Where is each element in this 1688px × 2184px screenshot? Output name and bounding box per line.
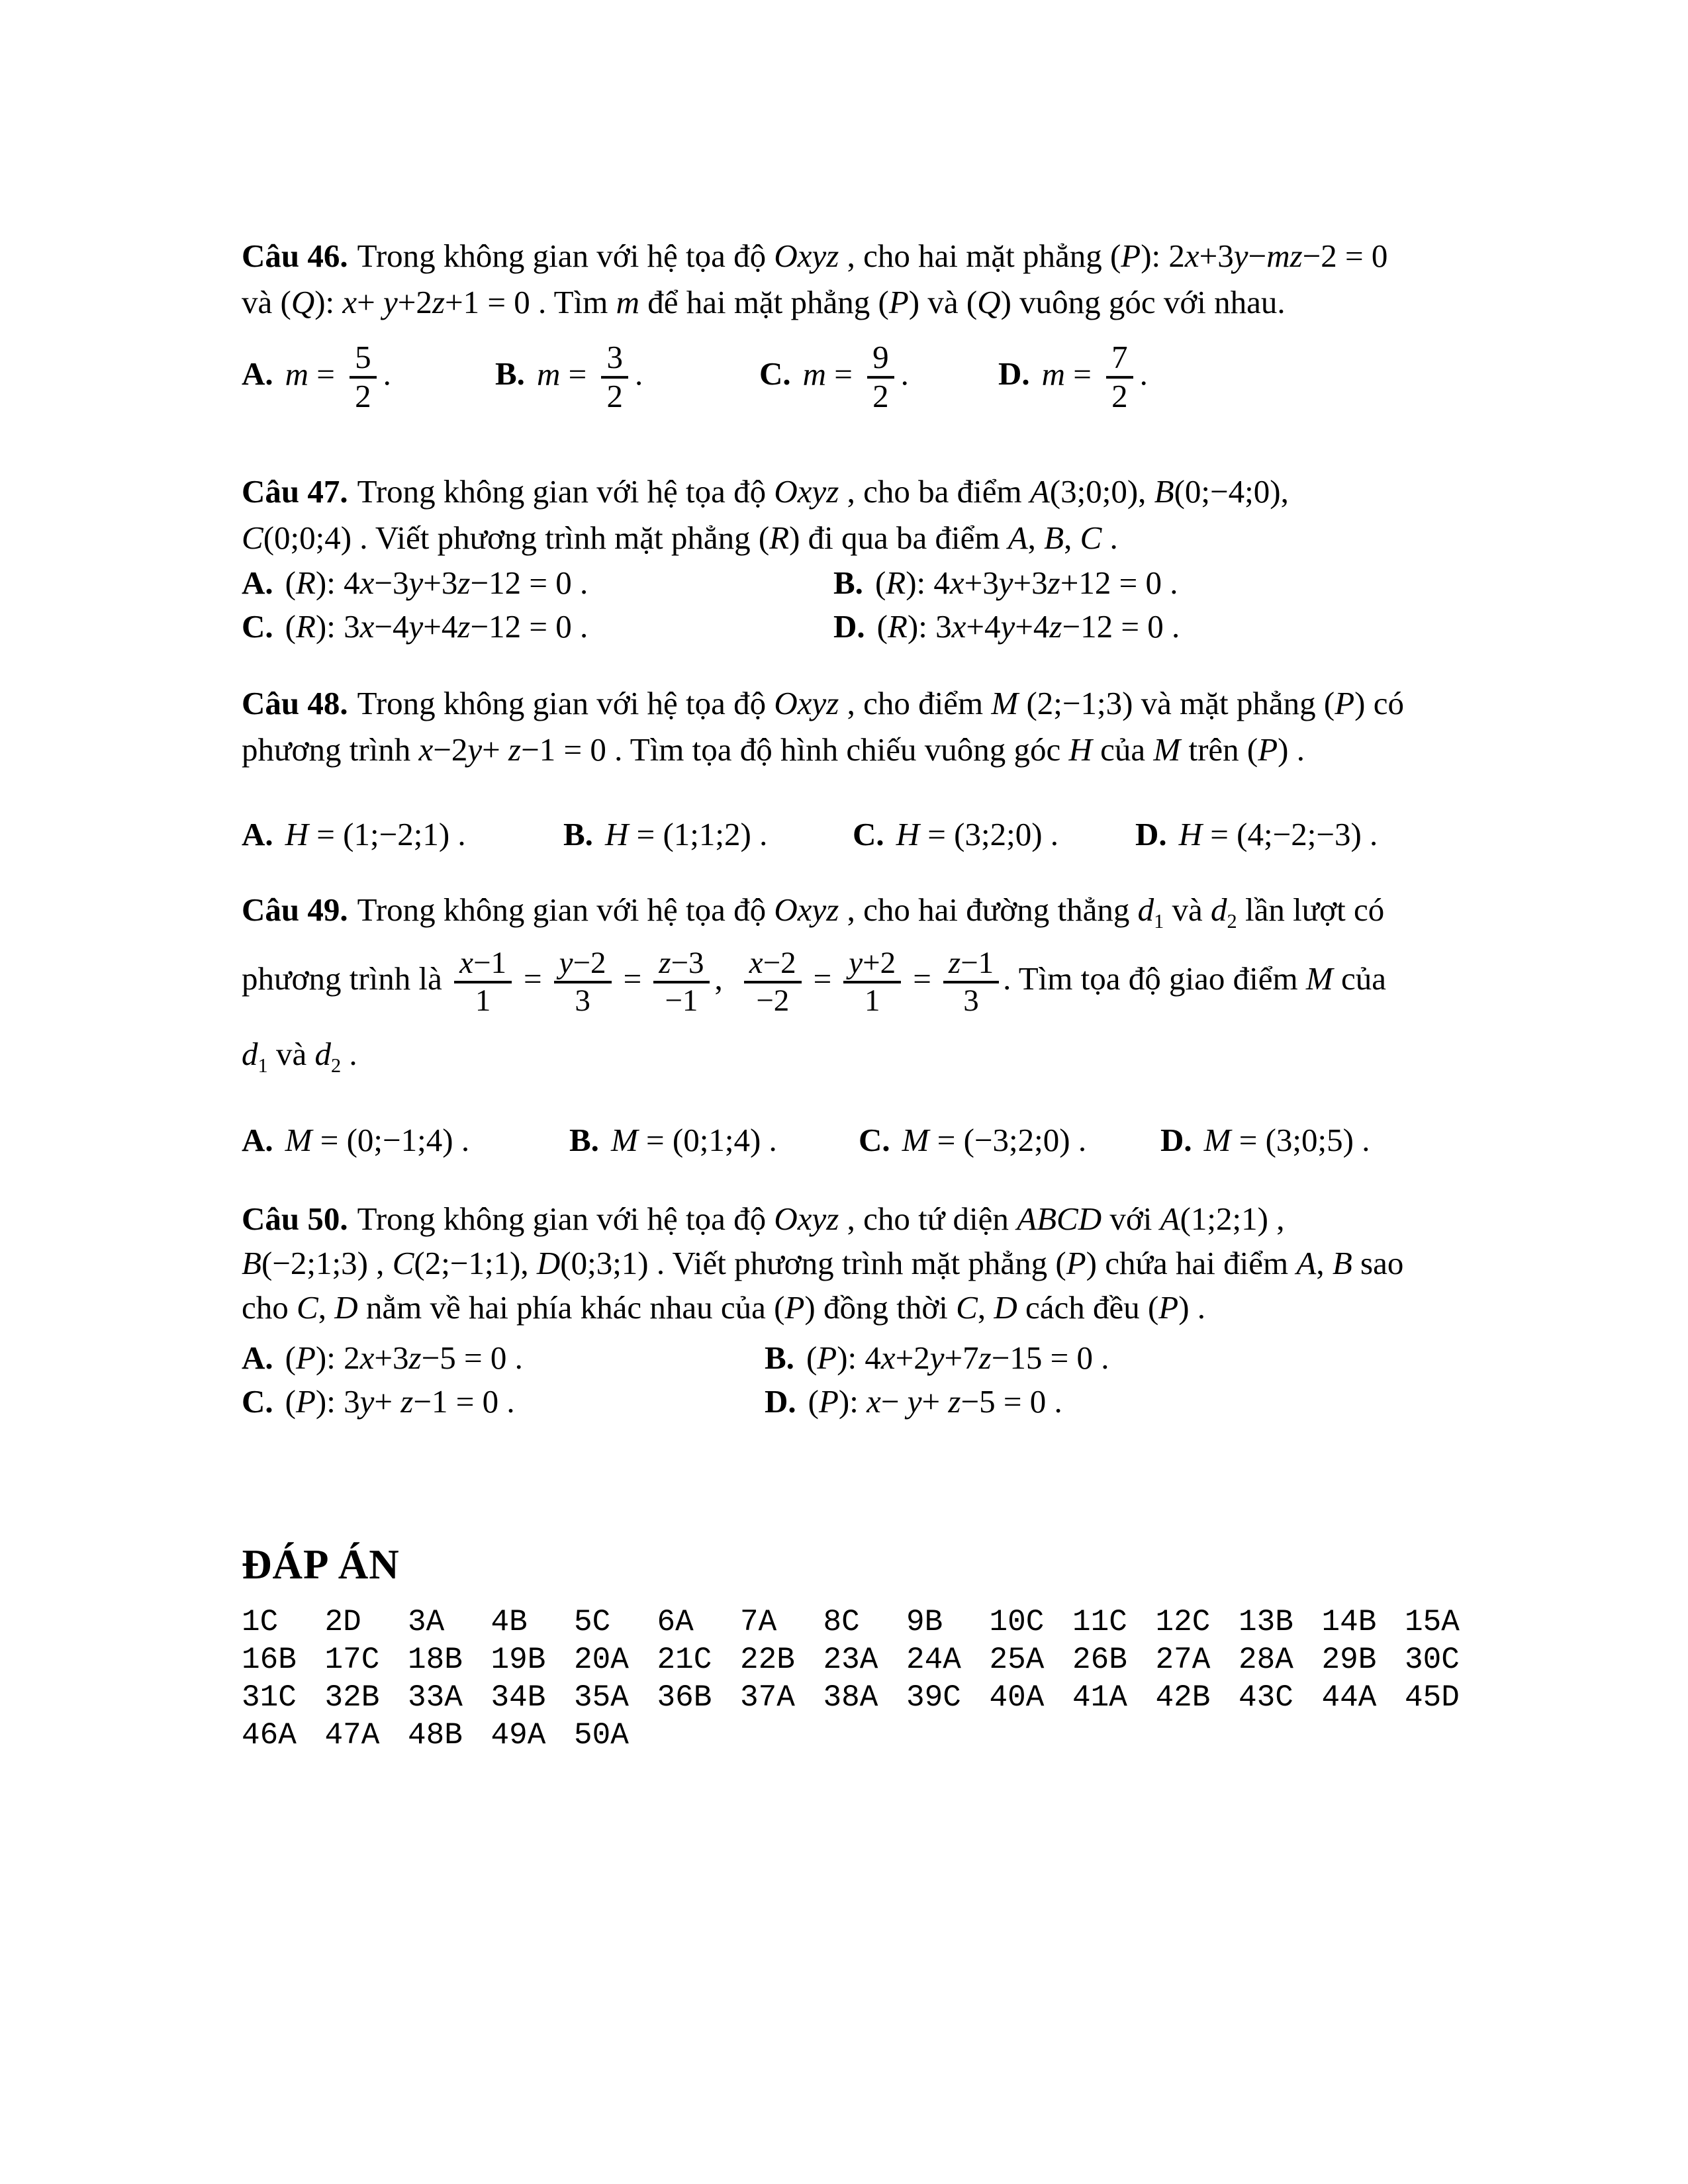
option-label: A. xyxy=(242,1122,273,1158)
fraction xyxy=(943,946,999,1018)
answer-key-entry: 8C xyxy=(823,1605,860,1639)
answer-key-entry: 3A xyxy=(408,1605,445,1639)
question-49-options xyxy=(242,1118,1489,1162)
option-label: B. xyxy=(765,1340,794,1376)
equation-post-text: . Tìm tọa độ giao điểm M của xyxy=(1003,960,1386,997)
fraction xyxy=(1106,340,1133,415)
question-50-option-b xyxy=(765,1336,1109,1380)
option-label: A. xyxy=(242,816,273,852)
question-50-line-3 xyxy=(242,1285,1489,1330)
answer-key-entry: 18B xyxy=(408,1643,463,1677)
option-period: . xyxy=(634,355,643,392)
fraction-denominator: 3 xyxy=(943,981,999,1019)
option-text: M = (0;1;4) . xyxy=(610,1122,777,1158)
equation-pre-text: phương trình là xyxy=(242,960,442,997)
question-48-option-a xyxy=(242,813,466,856)
answer-key-entry: 23A xyxy=(823,1643,878,1677)
answer-key-entry: 9B xyxy=(906,1605,943,1639)
question-48-option-c xyxy=(853,813,1058,856)
fraction-numerator: y−2 xyxy=(559,946,606,981)
question-48-options xyxy=(242,813,1489,856)
answer-key-entry: 48B xyxy=(408,1718,463,1752)
question-49-text-1: Trong không gian với hệ tọa độ Oxyz , cho hai đường thẳng $d_1$ và $d_2$ lần lượt có xyxy=(357,891,1385,933)
comma: , xyxy=(714,960,723,997)
answer-key-entry: 17C xyxy=(324,1643,380,1677)
option-label: C. xyxy=(242,608,273,645)
question-48-text-1: Trong không gian với hệ tọa độ Oxyz , cho điểm M (2;−1;3) và mặt phẳng (P) có xyxy=(357,685,1404,721)
fraction xyxy=(867,340,894,415)
answer-key-entry: 43C xyxy=(1239,1680,1293,1715)
answer-key-entry: 50A xyxy=(574,1718,629,1752)
question-50-line-1 xyxy=(242,1197,1489,1241)
answer-key-entry: 13B xyxy=(1239,1605,1293,1639)
question-49-option-a xyxy=(242,1118,469,1162)
option-period: . xyxy=(900,355,909,392)
option-period: . xyxy=(1139,355,1148,392)
answer-key-entry: 26B xyxy=(1072,1643,1127,1677)
option-lhs: m = xyxy=(1041,355,1092,392)
option-label: D. xyxy=(1160,1122,1192,1158)
option-label: A. xyxy=(242,1340,273,1376)
fraction-denominator: −2 xyxy=(744,981,802,1019)
equals-sign: = xyxy=(913,960,931,997)
answer-key-entry: 35A xyxy=(574,1680,629,1715)
equals-sign: = xyxy=(524,960,542,997)
question-50-text-3: cho C, D nằm về hai phía khác nhau của (P) đồng thời C, D cách đều (P) . xyxy=(242,1289,1206,1326)
question-46-line-1 xyxy=(242,233,1489,279)
answer-key-entry: 41A xyxy=(1072,1680,1127,1715)
option-text: M = (0;−1;4) . xyxy=(285,1122,470,1158)
fraction-numerator: 3 xyxy=(606,339,623,376)
question-46-option-d xyxy=(998,340,1148,415)
question-47-option-a xyxy=(242,561,588,605)
answer-key-entry: 39C xyxy=(906,1680,961,1715)
fraction-numerator: z−3 xyxy=(659,946,704,981)
answer-key-entry: 7A xyxy=(740,1605,777,1639)
fraction-denominator: 2 xyxy=(350,376,377,415)
question-49-line-1 xyxy=(242,887,1489,933)
option-period: . xyxy=(383,355,391,392)
question-49 xyxy=(242,887,1489,933)
option-label: B. xyxy=(569,1122,599,1158)
fraction-denominator: 3 xyxy=(554,981,612,1019)
question-48 xyxy=(242,680,1489,773)
fraction-denominator: 2 xyxy=(867,376,894,415)
question-48-text-2: phương trình x−2y+ z−1 = 0 . Tìm tọa độ hình chiếu vuông góc H của M trên (P) . xyxy=(242,731,1305,768)
option-label: C. xyxy=(242,1383,273,1420)
answer-key-entry: 2D xyxy=(324,1605,361,1639)
answer-key-entry: 14B xyxy=(1321,1605,1377,1639)
question-49-option-b xyxy=(569,1118,777,1162)
question-48-option-d xyxy=(1135,813,1378,856)
fraction-numerator: 5 xyxy=(355,339,371,376)
answer-key-entry: 37A xyxy=(740,1680,795,1715)
question-48-label: Câu 48. xyxy=(242,685,348,721)
equals-sign: = xyxy=(623,960,642,997)
option-label: D. xyxy=(998,355,1030,392)
fraction-denominator: 1 xyxy=(843,981,901,1019)
answer-key-entry: 38A xyxy=(823,1680,878,1715)
fraction xyxy=(843,946,901,1018)
question-47-text-1: Trong không gian với hệ tọa độ Oxyz , cho ba điểm A(3;0;0), B(0;−4;0), xyxy=(357,473,1289,510)
question-48-option-b xyxy=(563,813,767,856)
question-49-option-c xyxy=(859,1118,1086,1162)
question-50-option-a xyxy=(242,1336,523,1380)
question-50-text-1: Trong không gian với hệ tọa độ Oxyz , cho tứ diện ABCD với A(1;2;1) , xyxy=(357,1201,1285,1237)
question-50-text-2: B(−2;1;3) , C(2;−1;1), D(0;3;1) . Viết phương trình mặt phẳng (P) chứa hai điểm A, B sao xyxy=(242,1245,1404,1281)
question-47-options-cd xyxy=(242,605,1489,649)
answer-key-entry: 46A xyxy=(242,1718,297,1752)
answer-key-entry: 24A xyxy=(906,1643,961,1677)
question-46-line-2 xyxy=(242,279,1489,326)
option-text: (P): x− y+ z−5 = 0 . xyxy=(808,1383,1062,1420)
answer-key-entry: 22B xyxy=(740,1643,795,1677)
option-text: M = (−3;2;0) . xyxy=(902,1122,1087,1158)
question-50-label: Câu 50. xyxy=(242,1201,348,1237)
option-lhs: m = xyxy=(285,355,335,392)
option-lhs: m = xyxy=(802,355,853,392)
answer-key-entry: 34B xyxy=(491,1680,546,1715)
answer-key-entry: 25A xyxy=(989,1643,1045,1677)
answer-key-grid xyxy=(242,1604,1489,1754)
question-46-text-2: và (Q): x+ y+2z+1 = 0 . Tìm m để hai mặt phẳng (P) và (Q) vuông góc với nhau. xyxy=(242,284,1286,320)
question-50-option-c xyxy=(242,1380,515,1424)
question-46-option-b xyxy=(495,340,643,415)
answer-key-entry: 40A xyxy=(989,1680,1045,1715)
option-text: (P): 4x+2y+7z−15 = 0 . xyxy=(806,1340,1109,1376)
option-label: A. xyxy=(242,565,273,601)
question-47-line-1 xyxy=(242,469,1489,515)
fraction xyxy=(350,340,377,415)
answer-key-entry: 27A xyxy=(1155,1643,1211,1677)
question-46-text-1: Trong không gian với hệ tọa độ Oxyz , cho hai mặt phẳng (P): 2x+3y−mz−2 = 0 xyxy=(357,238,1388,274)
fraction-denominator: 1 xyxy=(454,981,512,1019)
option-label: C. xyxy=(853,816,884,852)
answer-key-entry: 44A xyxy=(1321,1680,1377,1715)
answer-key-entry: 16B xyxy=(242,1643,297,1677)
answer-key-entry: 42B xyxy=(1155,1680,1211,1715)
option-label: C. xyxy=(859,1122,890,1158)
option-text: (R): 3x+4y+4z−12 = 0 . xyxy=(876,608,1180,645)
fraction-denominator: −1 xyxy=(653,981,709,1019)
question-47-options-ab xyxy=(242,561,1489,605)
question-48-line-1 xyxy=(242,680,1489,727)
question-47-label: Câu 47. xyxy=(242,473,348,510)
fraction-numerator: 9 xyxy=(872,339,889,376)
answer-key-entry: 11C xyxy=(1072,1605,1127,1639)
question-50-option-d xyxy=(765,1380,1062,1424)
fraction xyxy=(454,946,512,1018)
fraction-numerator: 7 xyxy=(1111,339,1128,376)
option-text: (R): 4x−3y+3z−12 = 0 . xyxy=(285,565,588,601)
question-46-option-c xyxy=(759,340,909,415)
question-49-label: Câu 49. xyxy=(242,891,348,928)
answer-key-entry: 10C xyxy=(989,1605,1045,1639)
answer-key-entry: 20A xyxy=(574,1643,629,1677)
option-text: H = (1;−2;1) . xyxy=(285,816,466,852)
option-label: D. xyxy=(765,1383,796,1420)
option-lhs: m = xyxy=(536,355,587,392)
option-text: (R): 4x+3y+3z+12 = 0 . xyxy=(874,565,1178,601)
answer-key-entry: 29B xyxy=(1321,1643,1377,1677)
answer-key-entry: 1C xyxy=(242,1605,279,1639)
fraction-numerator: z−1 xyxy=(948,946,994,981)
answer-key-entry: 5C xyxy=(574,1605,611,1639)
answer-key-entry: 45D xyxy=(1405,1680,1460,1715)
question-47 xyxy=(242,469,1489,561)
option-text: M = (3;0;5) . xyxy=(1203,1122,1370,1158)
answer-key-entry: 21C xyxy=(657,1643,712,1677)
question-49-equation xyxy=(242,936,1489,1022)
answer-key-entry: 28A xyxy=(1239,1643,1293,1677)
fraction xyxy=(601,340,628,415)
fraction xyxy=(744,946,802,1018)
question-49-text-tail: $d_1$ và $d_2$ . xyxy=(242,1036,357,1077)
fraction-denominator: 2 xyxy=(1106,376,1133,415)
option-label: B. xyxy=(563,816,593,852)
option-label: A. xyxy=(242,355,273,392)
question-46-option-a xyxy=(242,340,391,415)
question-50 xyxy=(242,1197,1489,1330)
question-47-line-2 xyxy=(242,515,1489,561)
option-text: (P): 2x+3z−5 = 0 . xyxy=(285,1340,523,1376)
question-46 xyxy=(242,233,1489,326)
fraction xyxy=(653,946,709,1018)
option-label: B. xyxy=(495,355,525,392)
question-46-label: Câu 46. xyxy=(242,238,348,274)
question-47-option-b xyxy=(833,561,1178,605)
question-46-options xyxy=(242,334,1489,421)
question-47-text-2: C(0;0;4) . Viết phương trình mặt phẳng (R) đi qua ba điểm A, B, C . xyxy=(242,520,1118,556)
answer-key-entry: 4B xyxy=(491,1605,528,1639)
option-label: D. xyxy=(833,608,865,645)
question-50-options-cd xyxy=(242,1380,1489,1424)
fraction-numerator: y+2 xyxy=(849,946,896,981)
option-text: H = (4;−2;−3) . xyxy=(1178,816,1378,852)
option-text: H = (1;1;2) . xyxy=(604,816,768,852)
answer-key-entry: 19B xyxy=(491,1643,546,1677)
answer-key-entry: 31C xyxy=(242,1680,297,1715)
answer-key-entry: 36B xyxy=(657,1680,712,1715)
fraction-numerator: x−1 xyxy=(459,946,507,981)
option-text: (P): 3y+ z−1 = 0 . xyxy=(285,1383,515,1420)
answer-key-title: ĐÁP ÁN xyxy=(242,1541,400,1588)
answer-key-entry: 33A xyxy=(408,1680,463,1715)
answer-key-entry: 32B xyxy=(324,1680,380,1715)
fraction-denominator: 2 xyxy=(601,376,628,415)
fraction-numerator: x−2 xyxy=(749,946,796,981)
question-49-option-d xyxy=(1160,1118,1370,1162)
option-label: D. xyxy=(1135,816,1167,852)
option-text: (R): 3x−4y+4z−12 = 0 . xyxy=(285,608,588,645)
answer-key-entry: 30C xyxy=(1405,1643,1460,1677)
option-label: C. xyxy=(759,355,791,392)
answer-key-entry: 47A xyxy=(324,1718,380,1752)
exam-content xyxy=(242,233,1489,1754)
question-50-options-ab xyxy=(242,1336,1489,1380)
option-text: H = (3;2;0) . xyxy=(896,816,1059,852)
answer-key-entry: 49A xyxy=(491,1718,546,1752)
question-48-line-2 xyxy=(242,727,1489,773)
question-50-line-2 xyxy=(242,1241,1489,1285)
answer-key-entry: 15A xyxy=(1405,1605,1460,1639)
equals-sign: = xyxy=(813,960,832,997)
fraction xyxy=(554,946,612,1018)
answer-key-entry: 12C xyxy=(1155,1605,1211,1639)
question-49-line-3 xyxy=(242,1031,1489,1077)
answer-key-entry: 6A xyxy=(657,1605,694,1639)
question-47-option-d xyxy=(833,605,1180,649)
question-47-option-c xyxy=(242,605,588,649)
option-label: B. xyxy=(833,565,863,601)
